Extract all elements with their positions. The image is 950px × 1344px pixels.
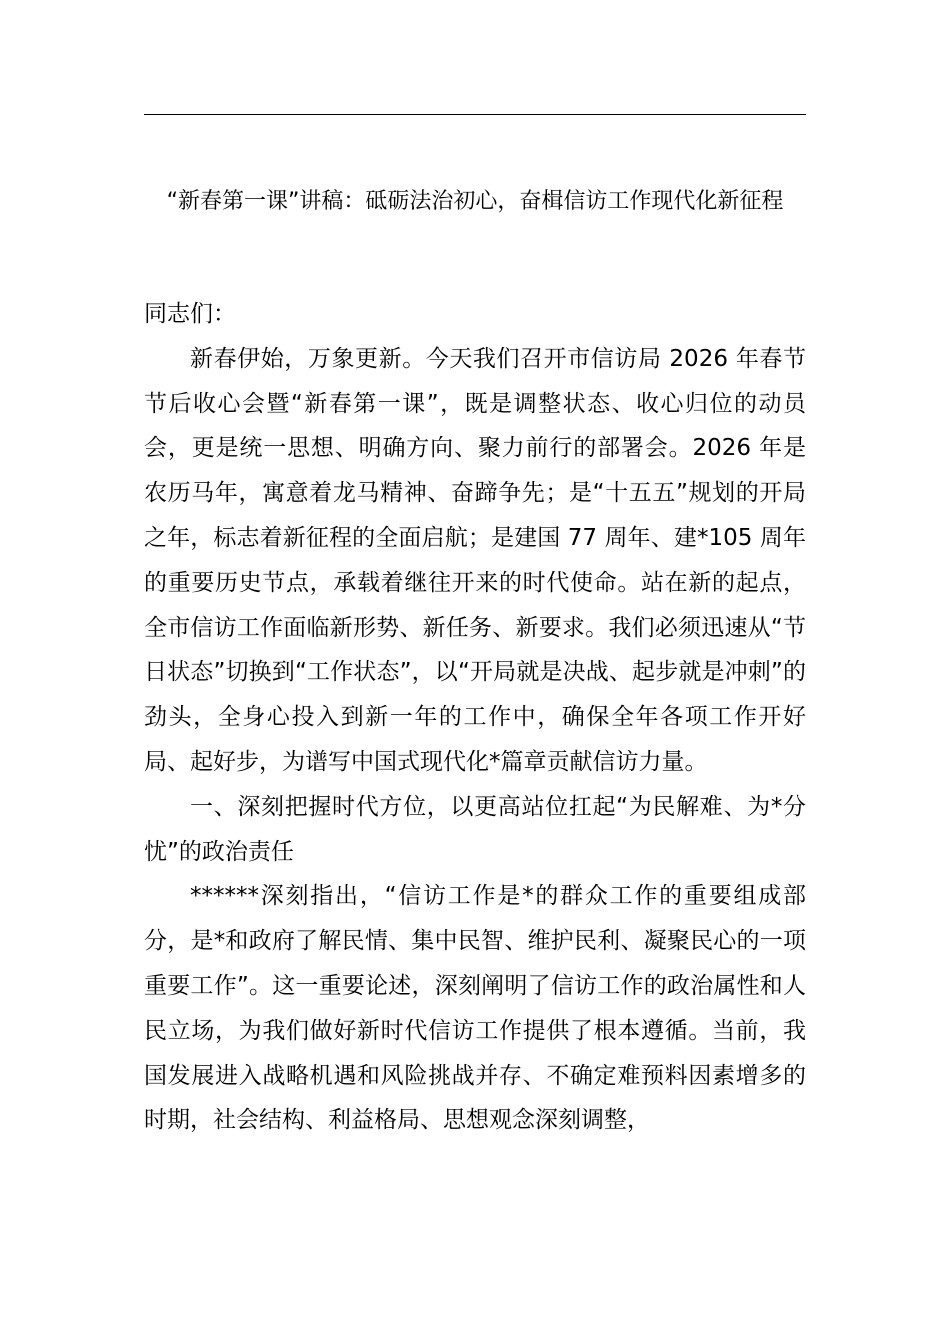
salutation: 同志们： [144, 301, 236, 327]
section-heading-1: 一、深刻把握时代方位，以更高站位扛起“为民解难、为*分忧”的政治责任 [144, 793, 806, 865]
paragraph-section-1: ******深刻指出，“信访工作是*的群众工作的重要组成部分，是*和政府了解民情、集中民智、维护民利、凝聚民心的一项重要工作”。这一重要论述，深刻阐明了信访工作的政治属性和人民立场，为我们做好新时代信访工作提供了根本遵循。当前，我国发展进入战略机遇和风险挑战并存、不确定难预料因素增多的时期，社会结构、利益格局、思想观念深刻调整， [144, 883, 806, 1134]
header-rule [144, 114, 806, 115]
document-body [144, 292, 806, 1143]
document-title: “新春第一课”讲稿：砥砺法治初心，奋楫信访工作现代化新征程 [166, 189, 784, 214]
paragraph-intro: 新春伊始，万象更新。今天我们召开市信访局 2026 年春节节后收心会暨“新春第一课”，既是调整状态、收心归位的动员会，更是统一思想、明确方向、聚力前行的部署会。2026 年是农历马年，寓意着龙马精神、奋蹄争先；是“十五五”规划的开局之年，标志着新征程的全面启航；是建国 77 周年、建*105 周年的重要历史节点，承载着继往开来的时代使命。站在新的起点，全市信访工作面临新形势、新任务、新要求。我们必须迅速从“节日状态”切换到“工作状态”，以“开局就是决战、起步就是冲刺”的劲头，全身心投入到新一年的工作中，确保全年各项工作开好局、起好步，为谱写中国式现代化*篇章贡献信访力量。 [144, 345, 806, 775]
